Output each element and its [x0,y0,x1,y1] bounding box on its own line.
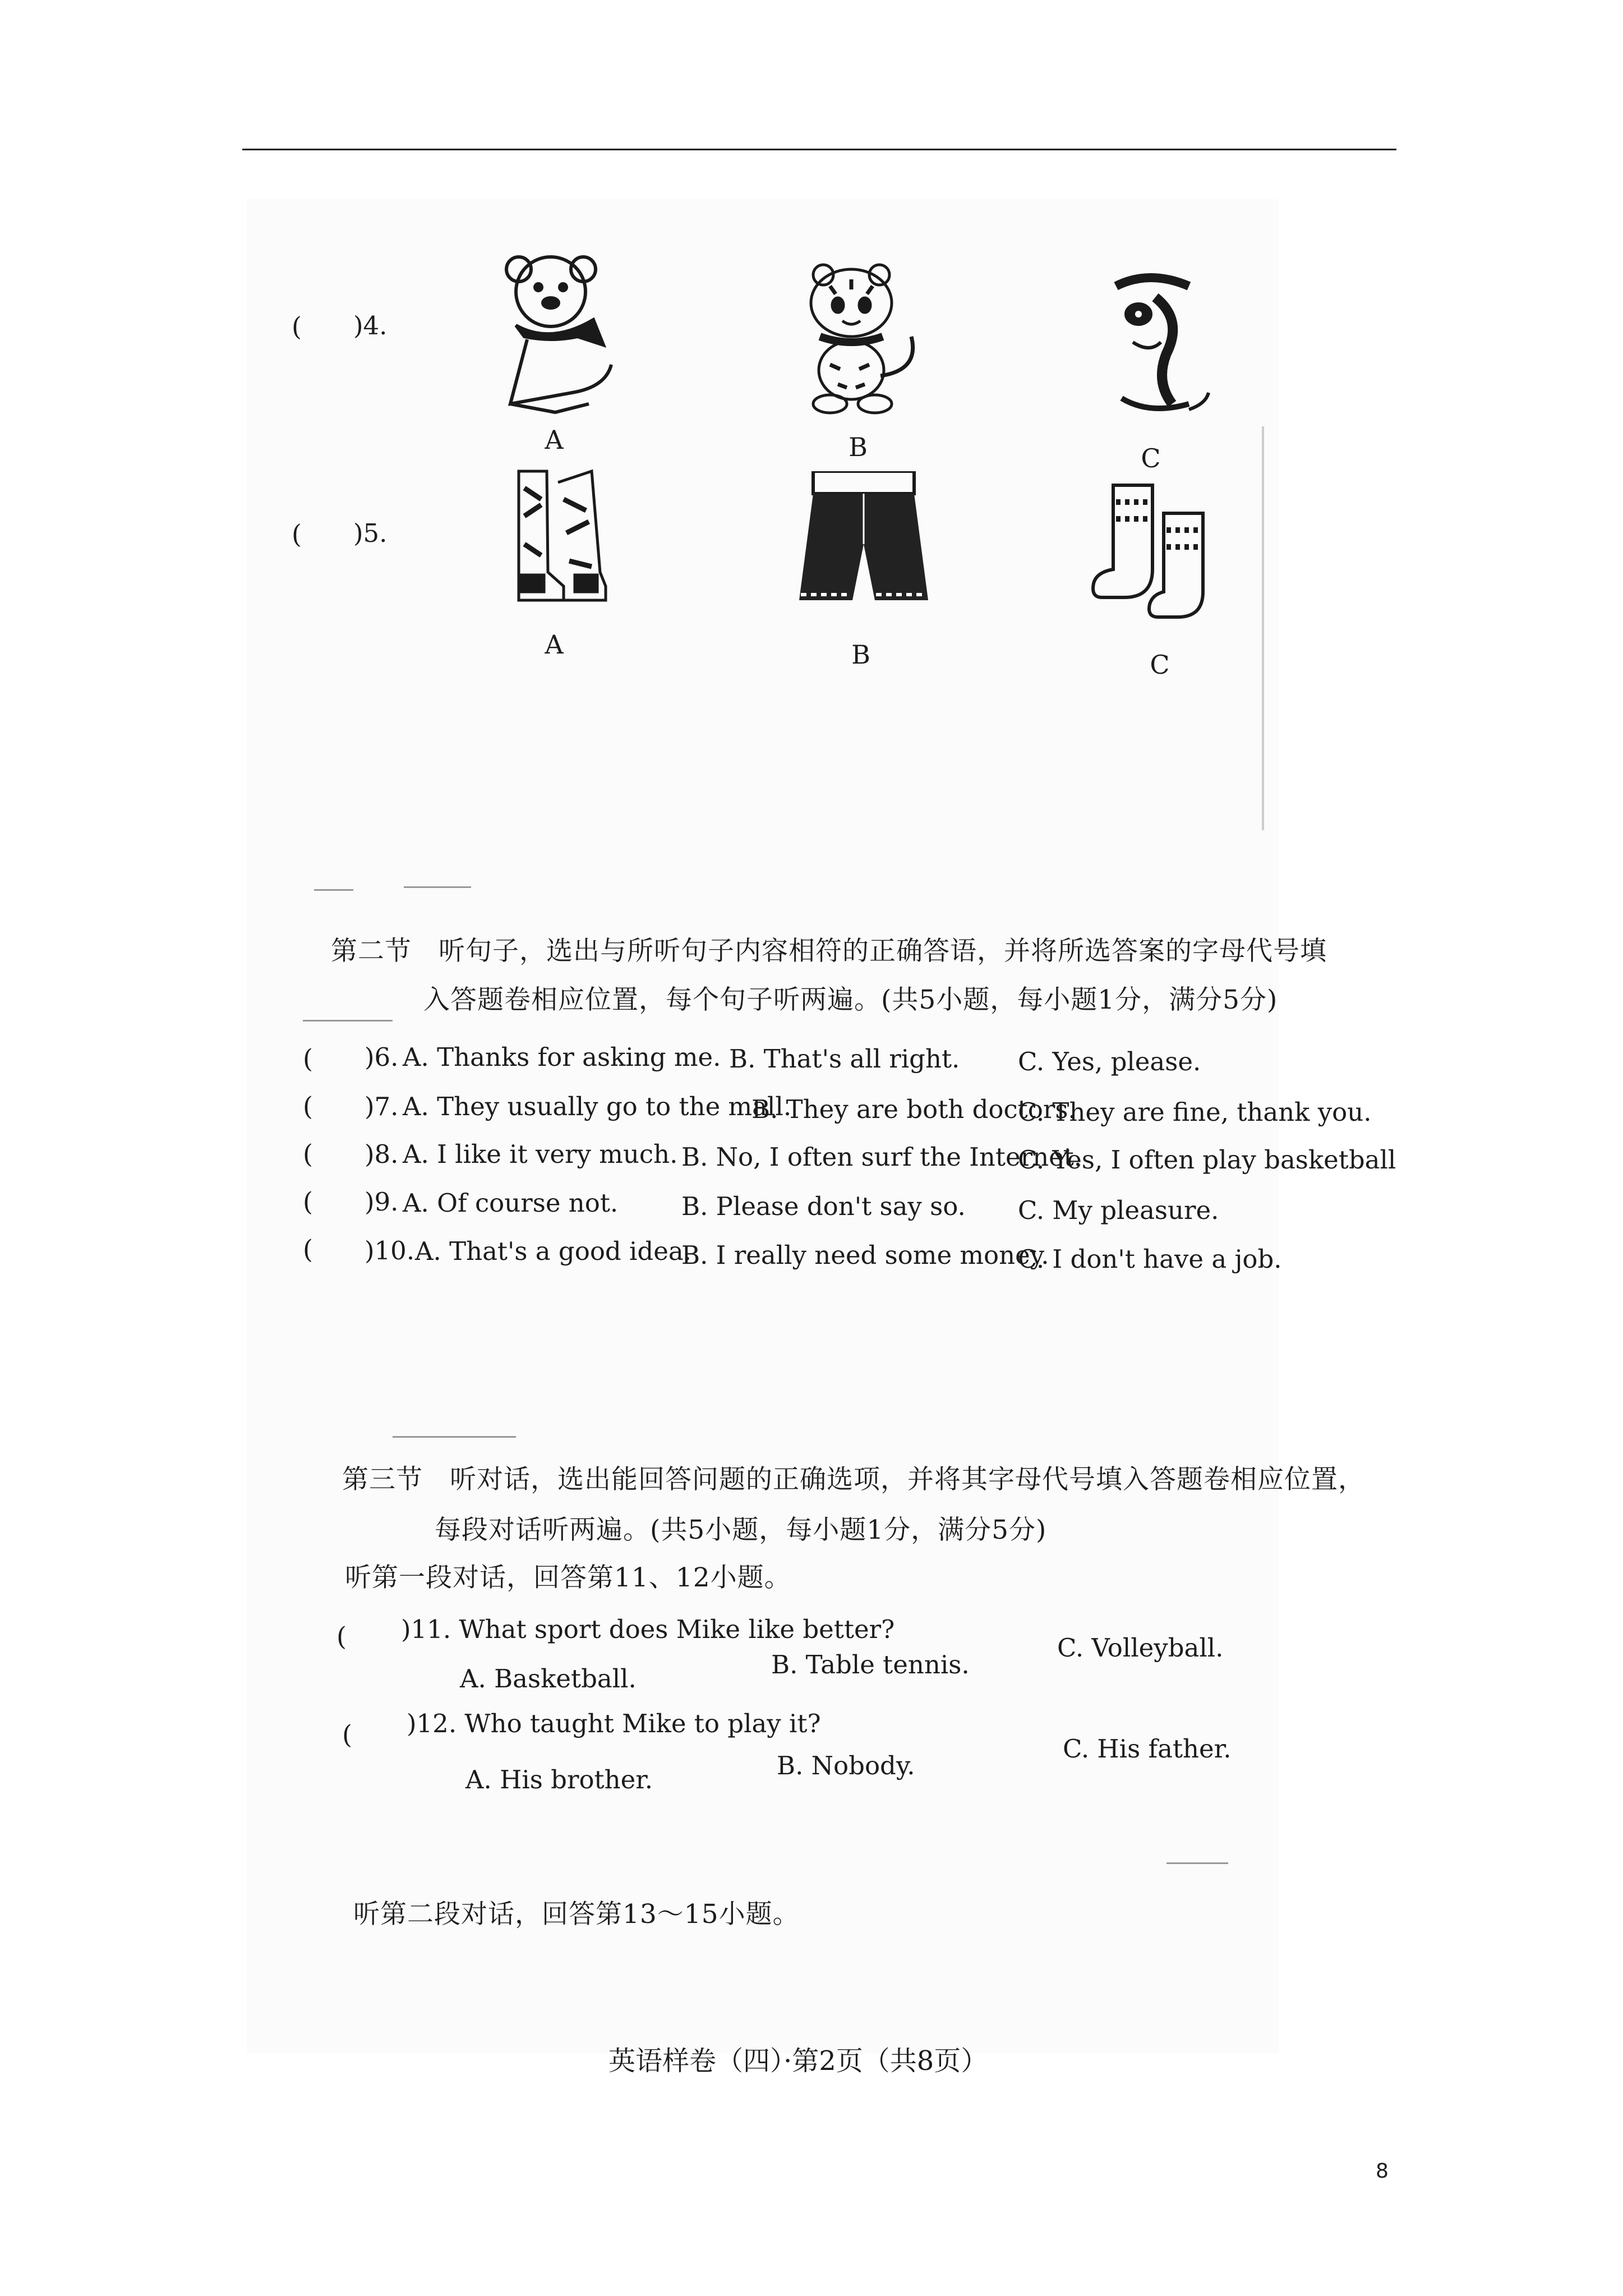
option-c: C. His father. [1063,1734,1232,1764]
option-a: A. They usually go to the mall. [403,1092,792,1121]
question-number: )7. [365,1092,399,1121]
section2-header-line1: 第二节 听句子，选出与所听句子内容相符的正确答语，并将所选答案的字母代号填 [331,936,1327,967]
option-c: C. Yes, please. [1018,1047,1201,1076]
option-b: B. That's all right. [729,1044,960,1074]
page-number: 8 [1376,2160,1389,2183]
scan-edge-line [1262,426,1264,830]
socks-icon [1091,480,1231,620]
option-b: B. Nobody. [777,1751,915,1780]
question-number: )9. [365,1187,399,1217]
option-b: B. Please don't say so. [681,1191,966,1221]
option-b: B. Table tennis. [771,1650,970,1680]
answer-paren: ( [342,1719,352,1750]
option-c: C. I don't have a job. [1018,1244,1282,1274]
section2-header-line2: 入答题卷相应位置，每个句子听两遍。(共5小题，每小题1分，满分5分) [423,984,1278,1015]
dialogue2-instruction: 听第二段对话，回答第13～15小题。 [353,1899,800,1930]
answer-paren: ( [336,1621,347,1651]
option-a: A. Thanks for asking me. [403,1042,721,1072]
option-c: C. My pleasure. [1018,1195,1219,1225]
answer-paren: ( [303,1043,313,1074]
question-stem: )12. Who taught Mike to play it? [407,1709,821,1738]
tiger-cub-icon [791,258,925,418]
option-b: B. They are both doctors. [751,1094,1076,1124]
option-label: A [545,629,564,660]
scan-speck [314,889,353,891]
option-b: B. No, I often surf the Internet. [681,1142,1082,1172]
scan-speck [404,886,471,888]
option-a: A. Of course not. [403,1188,619,1218]
dialogue1-instruction: 听第一段对话，回答第11、12小题。 [345,1562,791,1593]
answer-paren: ( [303,1234,313,1264]
scan-speck [303,1020,393,1022]
option-c: C. Volleyball. [1057,1633,1224,1663]
option-c: C. They are fine, thank you. [1018,1097,1372,1127]
option-label: C [1150,650,1170,680]
boots-icon [508,466,608,611]
answer-paren: ( [303,1091,313,1121]
answer-paren: ( [292,311,302,342]
question-stem: )11. What sport does Mike like better? [401,1614,895,1644]
teddy-bear-icon [494,247,617,421]
option-label: C [1141,443,1161,473]
option-a: A. His brother. [465,1765,653,1795]
answer-paren: ( [303,1139,313,1169]
question-number: )8. [365,1139,399,1169]
option-label: B [849,432,868,462]
option-label: A [545,425,564,455]
question-number: )6. [365,1042,399,1072]
section3-header-line1: 第三节 听对话，选出能回答问题的正确选项，并将其字母代号填入答题卷相应位置， [342,1464,1365,1495]
option-a: A. That's a good idea. [415,1236,691,1266]
option-c: C. Yes, I often play basketball [1018,1145,1396,1175]
question-number: )4. [353,311,388,341]
scan-speck [1166,1862,1228,1864]
option-label: B [851,639,870,670]
option-a: A. Basketball. [460,1664,637,1694]
option-b: B. I really need some money. [681,1240,1049,1270]
option-a: A. I like it very much. [403,1139,678,1169]
top-rule [242,149,1396,150]
section3-header-line2: 每段对话听两遍。(共5小题，每小题1分，满分5分) [435,1515,1047,1545]
panda-icon [1099,269,1211,426]
question-number: )10. [365,1236,415,1266]
page-footer: 英语样卷（四）·第2页（共8页） [608,2045,988,2077]
shorts-icon [796,471,931,617]
question-number: )5. [353,518,388,548]
answer-paren: ( [292,519,302,549]
answer-paren: ( [303,1186,313,1217]
scan-speck [393,1436,516,1438]
